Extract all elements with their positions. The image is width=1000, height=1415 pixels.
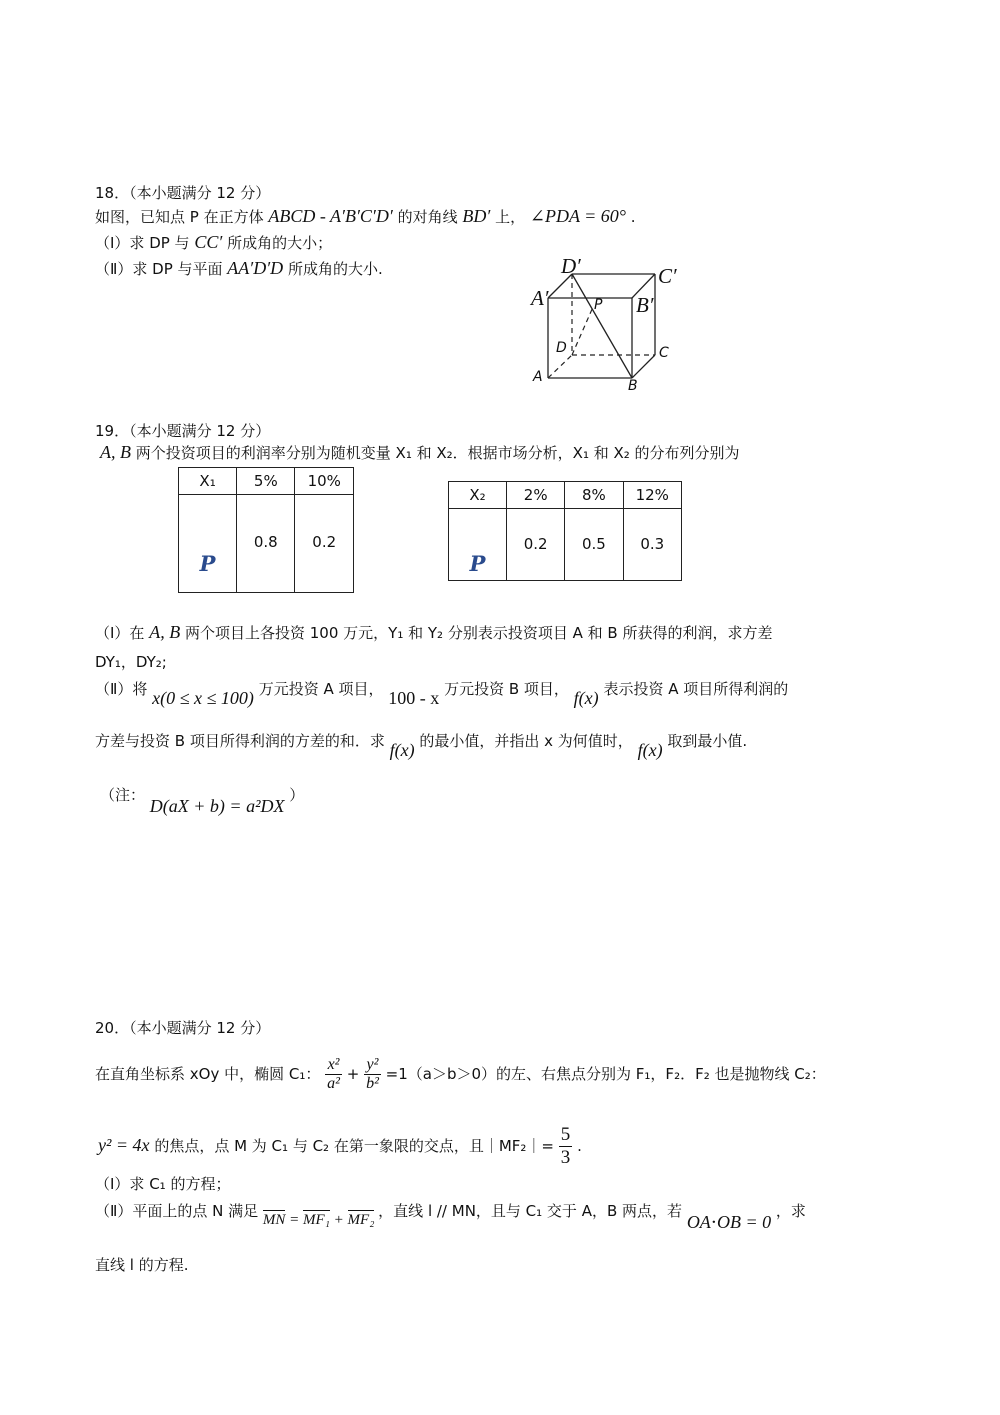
vec-mf1: MF₁ [303,1212,330,1228]
q18-part2-plane: AA′D′D [227,258,284,278]
q18-cube-name: ABCD - A′B′C′D′ [268,206,393,226]
t1-head-2: 10% [295,468,354,495]
label-c: C [659,345,669,361]
label-d-prime: D′ [561,254,581,278]
t2-cell-1: 0.5 [565,509,623,581]
q20-part1: （Ⅰ）求 C₁ 的方程； [95,1175,231,1193]
q20-line2-b: . [577,1137,582,1155]
q20-line1 [95,1056,826,1093]
q19-line1-text: 两个投资项目的利润率分别为随机变量 X₁ 和 X₂．根据市场分析，X₁ 和 X₂ 的分布列分别为 [135,444,740,462]
q20-header: 20．（本小题满分 12 分） [95,1019,271,1037]
q19-line1-ab: A, B [100,442,131,462]
q20-line1-a: 在直角坐标系 xOy 中，椭圆 C₁： [95,1065,321,1083]
q18-part2-a: （Ⅱ）求 DP 与平面 [95,260,223,278]
q20-line2 [98,1124,582,1169]
diag-bd1 [572,274,632,378]
t2-head-1: 2% [507,482,565,509]
q19-part1-ab: A, B [149,622,181,642]
t2-head-0: X₂ [449,482,507,509]
q20-frac-x2a2: $\frac{\text{x²}}{\text{a²}}$ [327,1056,340,1092]
q19-part1-a: （Ⅰ）在 [95,624,145,642]
t2-cell-2: 0.3 [623,509,681,581]
q20-part2-c: ，求 [775,1202,806,1220]
q20-parabola: y² = 4x [98,1135,150,1155]
q20-part2 [95,1200,806,1232]
q19-part1-c: DY₁，DY₂; [95,653,167,671]
q19-part1 [95,622,772,643]
q19-part1-b: 两个项目上各投资 100 万元，Y₁ 和 Y₂ 分别表示投资项目 A 和 B 所获得的利润，求方差 [185,624,773,642]
q18-angle: ∠PDA = 60° [529,206,626,226]
q18-diag: BD′ [462,206,491,226]
q18-intro-b: 的对角线 [397,208,458,226]
q19-line1 [100,442,740,463]
q19-part2-c: 万元投资 B 项目， [444,680,569,698]
q19-part2-f: 的最小值，并指出 x 为何值时， [419,732,633,750]
distribution-table-x2 [448,481,682,581]
label-p: P [594,297,603,313]
q18-part1-b: 所成角的大小； [227,234,333,252]
t1-row-label: P [179,495,237,593]
q20-part2-d: 直线 l 的方程. [95,1256,189,1274]
q18-part1-a: （Ⅰ）求 DP 与 [95,234,190,252]
q18-part2-b: 所成角的大小. [287,260,383,278]
q19-note-a: （注： [100,786,146,804]
q19-part2-g: 取到最小值. [667,732,748,750]
q18-part1 [95,232,332,253]
q18-intro-end: . [630,208,636,226]
t1-head-0: X₁ [179,468,237,495]
q19-part2 [95,678,789,708]
distribution-table-x1 [178,467,354,593]
q20-dot-product: OA⋅OB = 0 [686,1212,772,1232]
q20-plus: + [346,1065,360,1083]
q19-part2-e: 方差与投资 B 项目所得利润的方差的和．求 [95,732,385,750]
q19-part2-fx: f(x) [573,688,599,708]
q19-part2-rest: 100 - x [388,688,440,708]
q18-part2 [95,258,383,279]
label-b-prime: B′ [636,293,654,317]
q19-part2-fx3: f(x) [637,740,663,760]
q20-line2-a: 的焦点，点 M 为 C₁ 与 C₂ 在第一象限的交点，且｜MF₂｜= [154,1137,554,1155]
t2-head-2: 8% [565,482,623,509]
q19-part2-fx2: f(x) [389,740,415,760]
q19-part2-b: 万元投资 A 项目， [258,680,384,698]
label-c-prime: C′ [658,264,677,288]
q20-part2-b: ，直线 l // MN，且与 C₁ 交于 A，B 两点，若 [378,1202,683,1220]
q18-intro-c: 上， [495,208,526,226]
vec-mn: MN [262,1212,286,1228]
t2-cell-0: 0.2 [507,509,565,581]
edge-bc [632,355,655,378]
t1-cell-1: 0.2 [295,495,354,593]
q19-part2-line2 [95,730,748,760]
label-a-prime: A′ [531,286,549,310]
hidden-ad [548,355,572,378]
q18-part1-edge: CC′ [194,232,223,252]
t2-head-3: 12% [623,482,681,509]
q19-part2-x: x(0 ≤ x ≤ 100) [152,688,254,708]
q20-frac-5-3: $\frac{5}{3}$ [560,1124,571,1168]
t2-row-label: P [449,509,507,581]
q19-part2-d: 表示投资 A 项目所得利润的 [603,680,789,698]
q18-intro [95,206,636,227]
t1-head-1: 5% [237,468,295,495]
vec-mf2: MF₂ [347,1212,375,1228]
q20-line1-b: =1（a＞b＞0）的左、右焦点分别为 F₁，F₂．F₂ 也是抛物线 C₂： [385,1065,826,1083]
q19-note-formula: D(aX + b) = a²DX [149,796,285,816]
label-a: A [533,369,543,385]
vec-eq: = [289,1212,300,1228]
vec-plus: + [333,1212,344,1228]
label-b: B [628,378,638,394]
q19-header: 19．（本小题满分 12 分） [95,422,271,440]
q19-note-b: ） [289,786,305,804]
hidden-dp [572,307,593,355]
q19-note [100,784,305,816]
q19-part2-a: （Ⅱ）将 [95,680,148,698]
q20-frac-y2b2: $\frac{\text{y²}}{\text{b²}}$ [366,1056,379,1092]
q20-part2-a: （Ⅱ）平面上的点 N 满足 [95,1202,259,1220]
q18-intro-a: 如图，已知点 P 在正方体 [95,208,264,226]
q18-header: 18．（本小题满分 12 分） [95,184,271,202]
t1-cell-0: 0.8 [237,495,295,593]
label-d: D [556,340,567,356]
q20-vec-expr [263,1212,378,1228]
